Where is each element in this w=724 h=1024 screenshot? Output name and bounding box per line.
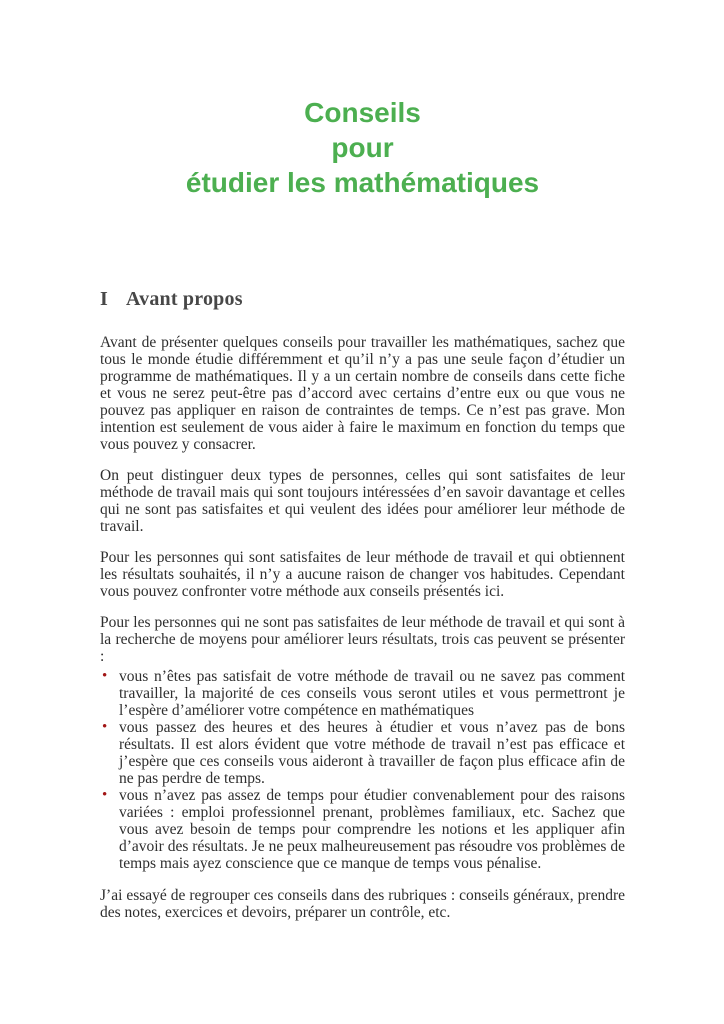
title-line-2: pour bbox=[331, 132, 394, 163]
title-line-3: étudier les mathématiques bbox=[185, 167, 540, 198]
bullet-list bbox=[100, 668, 625, 872]
paragraph-intro: Avant de présenter quelques conseils pour travailler les mathématiques, sachez que tous le monde étudie différemment et qu’il n’y a pas une seule façon d’étudier un programme de mathématiques. Il y a un certain nombre de conseils dans cette fiche et vous ne serez peut-être pas d’accord avec certains d’entre eux ou que vous ne pouvez pas appliquer en raison de contraintes de temps. Ce n’est pas grave. Mon intention est seulement de vous aider à faire le maximum en fonction du temps que vous pouvez y consacrer. bbox=[100, 334, 625, 453]
document-title bbox=[100, 95, 625, 200]
paragraph-not-satisfied: Pour les personnes qui ne sont pas satisfaites de leur méthode de travail et qui sont à la recherche de moyens pour améliorer leurs résultats, trois cas peuvent se présenter : bbox=[100, 614, 625, 665]
bullet-item-3 bbox=[100, 787, 625, 872]
section-title: Avant propos bbox=[125, 288, 243, 310]
bullet-item-2-text: vous passez des heures et des heures à étudier et vous n’avez pas de bons résultats. Il est alors évident que votre méthode de travail n’est pas efficace et j’espère que ces conseils vous aideront à travailler de façon plus efficace afin de ne pas perdre de temps. bbox=[119, 719, 625, 787]
bullet-icon: • bbox=[102, 668, 108, 684]
paragraph-two-types: On peut distinguer deux types de personnes, celles qui sont satisfaites de leur méthode de travail mais qui sont toujours intéressées d’en savoir davantage et celles qui ne sont pas satisfaites et qui veulent des idées pour améliorer leur méthode de travail. bbox=[100, 467, 625, 535]
paragraph-satisfied: Pour les personnes qui sont satisfaites de leur méthode de travail et qui obtiennent les résultats souhaités, il n’y a aucune raison de changer vos habitudes. Cependant vous pouvez confronter votre méthode aux conseils présentés ici. bbox=[100, 549, 625, 600]
section-heading bbox=[100, 288, 625, 310]
section-number: I bbox=[100, 288, 108, 310]
bullet-icon: • bbox=[102, 719, 108, 735]
bullet-item-2 bbox=[100, 719, 625, 787]
bullet-item-3-text: vous n’avez pas assez de temps pour étudier convenablement pour des raisons variées : emploi professionnel prenant, problèmes familiaux, etc. Sachez que vous avez besoin de temps pour comprendre les notions et les appliquer afin d’avoir des résultats. Je ne peux malheureusement pas résoudre vos problèmes de temps mais ayez conscience que ce manque de temps vous pénalise. bbox=[119, 787, 625, 872]
bullet-item-1-text: vous n’êtes pas satisfait de votre méthode de travail ou ne savez pas comment travailler, la majorité de ces conseils vous seront utiles et vous permettront je l’espère d’améliorer votre compétence en mathématiques bbox=[119, 668, 625, 719]
title-line-1: Conseils bbox=[304, 97, 421, 128]
bullet-icon: • bbox=[102, 787, 108, 803]
paragraph-closing: J’ai essayé de regrouper ces conseils dans des rubriques : conseils généraux, prendre des notes, exercices et devoirs, préparer un contrôle, etc. bbox=[100, 887, 625, 921]
bullet-item-1 bbox=[100, 668, 625, 719]
